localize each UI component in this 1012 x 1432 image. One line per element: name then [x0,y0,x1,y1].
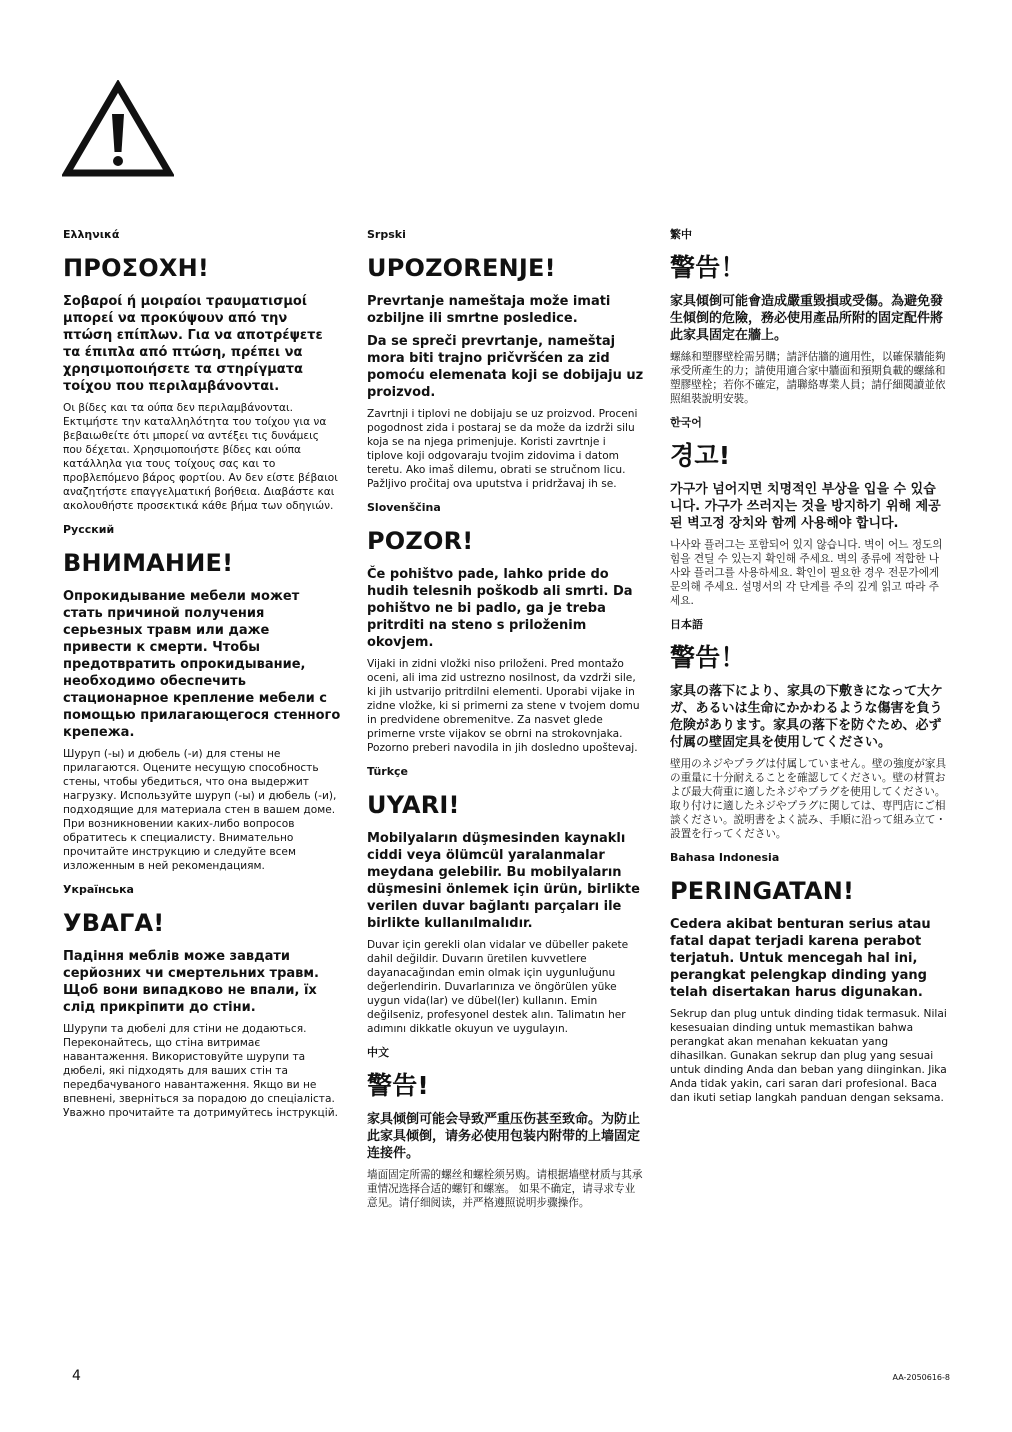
section-ukrainian [63,883,341,1120]
page-number: 4 [72,1368,81,1384]
warning-title: 警告！ [670,643,746,672]
section-slovenian [367,501,645,755]
section-greek [63,228,341,513]
warning-title: PERINGATAN! [670,877,855,905]
warning-title: ВНИМАНИЕ! [63,549,234,577]
warning-body: Οι βίδες και τα ούπα δεν περιλαμβάνονται. Εκτιμήστε την καταλληλότητα του τοίχου για να βεβαιωθείτε ότι μπορεί να αντέξει τις δυνάμεις που δέχεται. Χρησιμοποιήστε βίδες και ούπα κατάλληλα για τους τοίχους σας και το προβλεπόμενο βάρος φορτίου. Αν δεν είστε βέβαιοι αναζητήστε επαγγελματική βοήθεια. Διαβάστε και ακολουθήστε προσεκτικά κάθε βήμα των οδηγιών. [63,402,338,512]
language-label: Bahasa Indonesia [670,851,780,864]
section-indonesian [670,851,948,1105]
language-label: Srpski [367,228,406,241]
language-label: Ελληνικά [63,228,120,241]
language-label: Українська [63,883,134,896]
warning-title: ΠΡΟΣΟΧΗ! [63,254,210,282]
warning-body: Sekrup dan plug untuk dinding tidak termasuk. Nilai kesesuaian dinding untuk memastikan bahwa perangkat akan menahan kekuatan yang dihasilkan. Gunakan sekrup dan plug yang sesuai untuk dinding Anda dan beban yang diinginkan. Jika Anda tidak yakin, cari saran dari profesional. Baca dan ikuti setiap langkah panduan dengan seksama. [670,1008,947,1104]
section-chinese-traditional [670,228,948,406]
warning-lead: Падіння меблів може завдати серйозних чи смертельних травм. Щоб вони випадково не впали, їх слід прикріпити до стіни. [63,949,319,1015]
warning-body: Duvar için gerekli olan vidalar ve dübeller pakete dahil değildir. Duvarın üretilen kuvvetlere dayanacağından emin olmak için uygunluğunu değerlendirin. Duvarlarınıza ve öngörülen yüke uygun vida(lar) ve dübel(ler) kullanın. Emin değilseniz, profesyonel destek alın. Talimatın her adımını dikkatle okuyun ve uygulayın. [367,939,629,1035]
warning-triangle-icon [62,80,174,178]
section-korean [670,416,948,608]
warning-title: UYARI! [367,791,460,819]
warning-body: 墙面固定所需的螺丝和螺栓须另购。请根据墙壁材质与其承重情况选择合适的螺钉和螺塞。 如果不确定，请寻求专业意见。请仔细阅读，并严格遵照说明步骤操作。 [367,1169,643,1209]
warning-lead: Prevrtanje nameštaja može imati ozbiljne ili smrtne posledice. [367,294,611,326]
warning-body: 螺絲和塑膠壁栓需另購；請評估牆的適用性，以確保牆能夠承受所產生的力；請使用適合家中牆面和預期負載的螺絲和塑膠壁栓；若你不確定，請聯絡專業人員；請仔細閱讀並依照組裝說明安裝。 [670,351,946,405]
warning-lead: Σοβαροί ή μοιραίοι τραυματισμοί μπορεί να προκύψουν από την πτώση επίπλων. Για να αποτρέψετε τα έπιπλα από πτώση, πρέπει να χρησιμοποιήσετε τα στηρίγματα τοίχου που περιλαμβάνονται. [63,294,323,394]
warning-title: 경고! [670,441,731,470]
warning-lead: 家具倾倒可能会导致严重压伤甚至致命。为防止此家具倾倒，请务必使用包装内附带的上墙固定连接件。 [367,1112,641,1161]
warning-title: УВАГА! [63,909,165,937]
warning-lead: 家具傾倒可能會造成嚴重毀損或受傷。為避免發生傾倒的危險，務必使用產品所附的固定配件將此家具固定在牆上。 [670,294,944,343]
warning-lead: 家具の落下により、家具の下敷きになって大ケガ、あるいは生命にかかわるような傷害を負う危険があります。家具の落下を防ぐため、必ず付属の壁固定具を使用してください。 [670,684,944,750]
warning-lead: Опрокидывание мебели может стать причиной получения серьезных травм или даже привести к смерти. Чтобы предотвратить опрокидывание, необходимо обеспечить стационарное крепление мебели с помощью прилагающегося стенного крепежа. [63,589,341,740]
language-label: Slovenščina [367,501,441,514]
language-label: 한국어 [670,416,702,429]
warning-body: 壁用のネジやプラグは付属していません。壁の強度が家具の重量に十分耐えることを確認してください。壁の材質および最大荷重に適したネジやプラグを使用してください。取り付けに適したネジやプラグに関しては、専門店にご相談ください。説明書をよく読み、手順に沿って組み立て・設置を行ってください。 [670,758,947,840]
warning-body: Vijaki in zidni vložki niso priloženi. Pred montažo oceni, ali ima zid ustrezno nosilnost, da vzdrži sile, ki jih ustvarijo pritrdilni elementi. Uporabi vijake in zidne vložke, ki si primerni za stene v tvojem domu in predvidene obremenitve. Za nasvet glede primerne vrste vijakov se obrni na strokovnjaka. Pozorno preberi navodila in jih dosledno upoštevaj. [367,658,640,754]
column-right [670,228,948,1115]
section-turkish [367,765,645,1036]
warning-lead: Cedera akibat benturan serius atau fatal dapat terjadi karena perabot terjatuh. Untuk mencegah hal ini, perangkat pelengkap dinding yang telah disertakan harus digunakan. [670,917,931,1000]
column-left [63,228,341,1130]
document-code: AA-2050616-8 [892,1373,950,1382]
warning-title: 警告! [367,1071,430,1100]
language-label: Русский [63,523,115,536]
warning-body: Zavrtnji i tiplovi ne dobijaju se uz proizvod. Proceni pogodnost zida i postaraj se da može da izdrži silu koja se na njega primenjuje. Koristi zavrtnje i tiplove koji odgovaraju tvojim zidovima i datom teretu. Ako imaš dilemu, obrati se stručnom licu. Pažljivo pročitaj ova uputstva i pridržavaj ih se. [367,408,638,490]
section-chinese-simplified [367,1046,645,1210]
section-japanese [670,618,948,841]
language-label: 繁中 [670,228,692,241]
warning-lead-second: Da se spreči prevrtanje, nameštaj mora biti trajno pričvršćen za zid pomoću elemenata koji se dobijaju uz proizvod. [367,334,644,400]
language-label: Türkçe [367,765,409,778]
warning-lead: Če pohištvo pade, lahko pride do hudih telesnih poškodb ali smrti. Da pohištvo ne bi padlo, ga je treba pritrditi na steno s priloženim okovjem. [367,567,633,650]
warning-body: 나사와 플러그는 포함되어 있지 않습니다. 벽이 어느 정도의 힘을 견딜 수 있는지 확인해 주세요. 벽의 종류에 적합한 나사와 플러그를 사용하세요. 확인이 필요한 경우 전문가에게 문의해 주세요. 설명서의 각 단계를 주의 깊게 읽고 따라 주세요. [670,539,943,607]
section-russian [63,523,341,873]
warning-body: Шуруп (-ы) и дюбель (-и) для стены не прилагаются. Оцените несущую способность стены, чтобы убедиться, что она выдержит нагрузку. Используйте шуруп (-ы) и дюбель (-и), подходящие для материала стен в вашем доме. При возникновении каких-либо вопросов обратитесь к специалисту. Внимательно прочитайте инструкцию и следуйте всем изложенным в ней рекомендациям. [63,748,337,872]
warning-lead: Mobilyaların düşmesinden kaynaklı ciddi veya ölümcül yaralanmalar meydana gelebilir. Bu mobilyaların düşmesini önlemek için ürün, birlikte verilen duvar bağlantı parçaları ile birlikte kullanılmalıdır. [367,831,640,931]
warning-body: Шурупи та дюбелі для стіни не додаються. Переконайтесь, що стіна витримає навантаження. Використовуйте шурупи та дюбелі, які підходять для ваших стін та передбачуваного навантаження. Якщо ви не впевнені, зверніться за порадою до спеціаліста. Уважно прочитайте та дотримуйтесь інструкцій. [63,1023,338,1119]
warning-lead: 가구가 넘어지면 치명적인 부상을 입을 수 있습니다. 가구가 쓰러지는 것을 방지하기 위해 제공된 벽고정 장치와 함께 사용해야 합니다. [670,482,941,531]
warning-title: 警告！ [670,253,746,282]
section-serbian [367,228,645,491]
language-label: 日本語 [670,618,703,631]
warning-title: POZOR! [367,527,474,555]
column-middle [367,228,645,1220]
language-label: 中文 [367,1046,389,1059]
warning-title: UPOZORENJE! [367,254,556,282]
